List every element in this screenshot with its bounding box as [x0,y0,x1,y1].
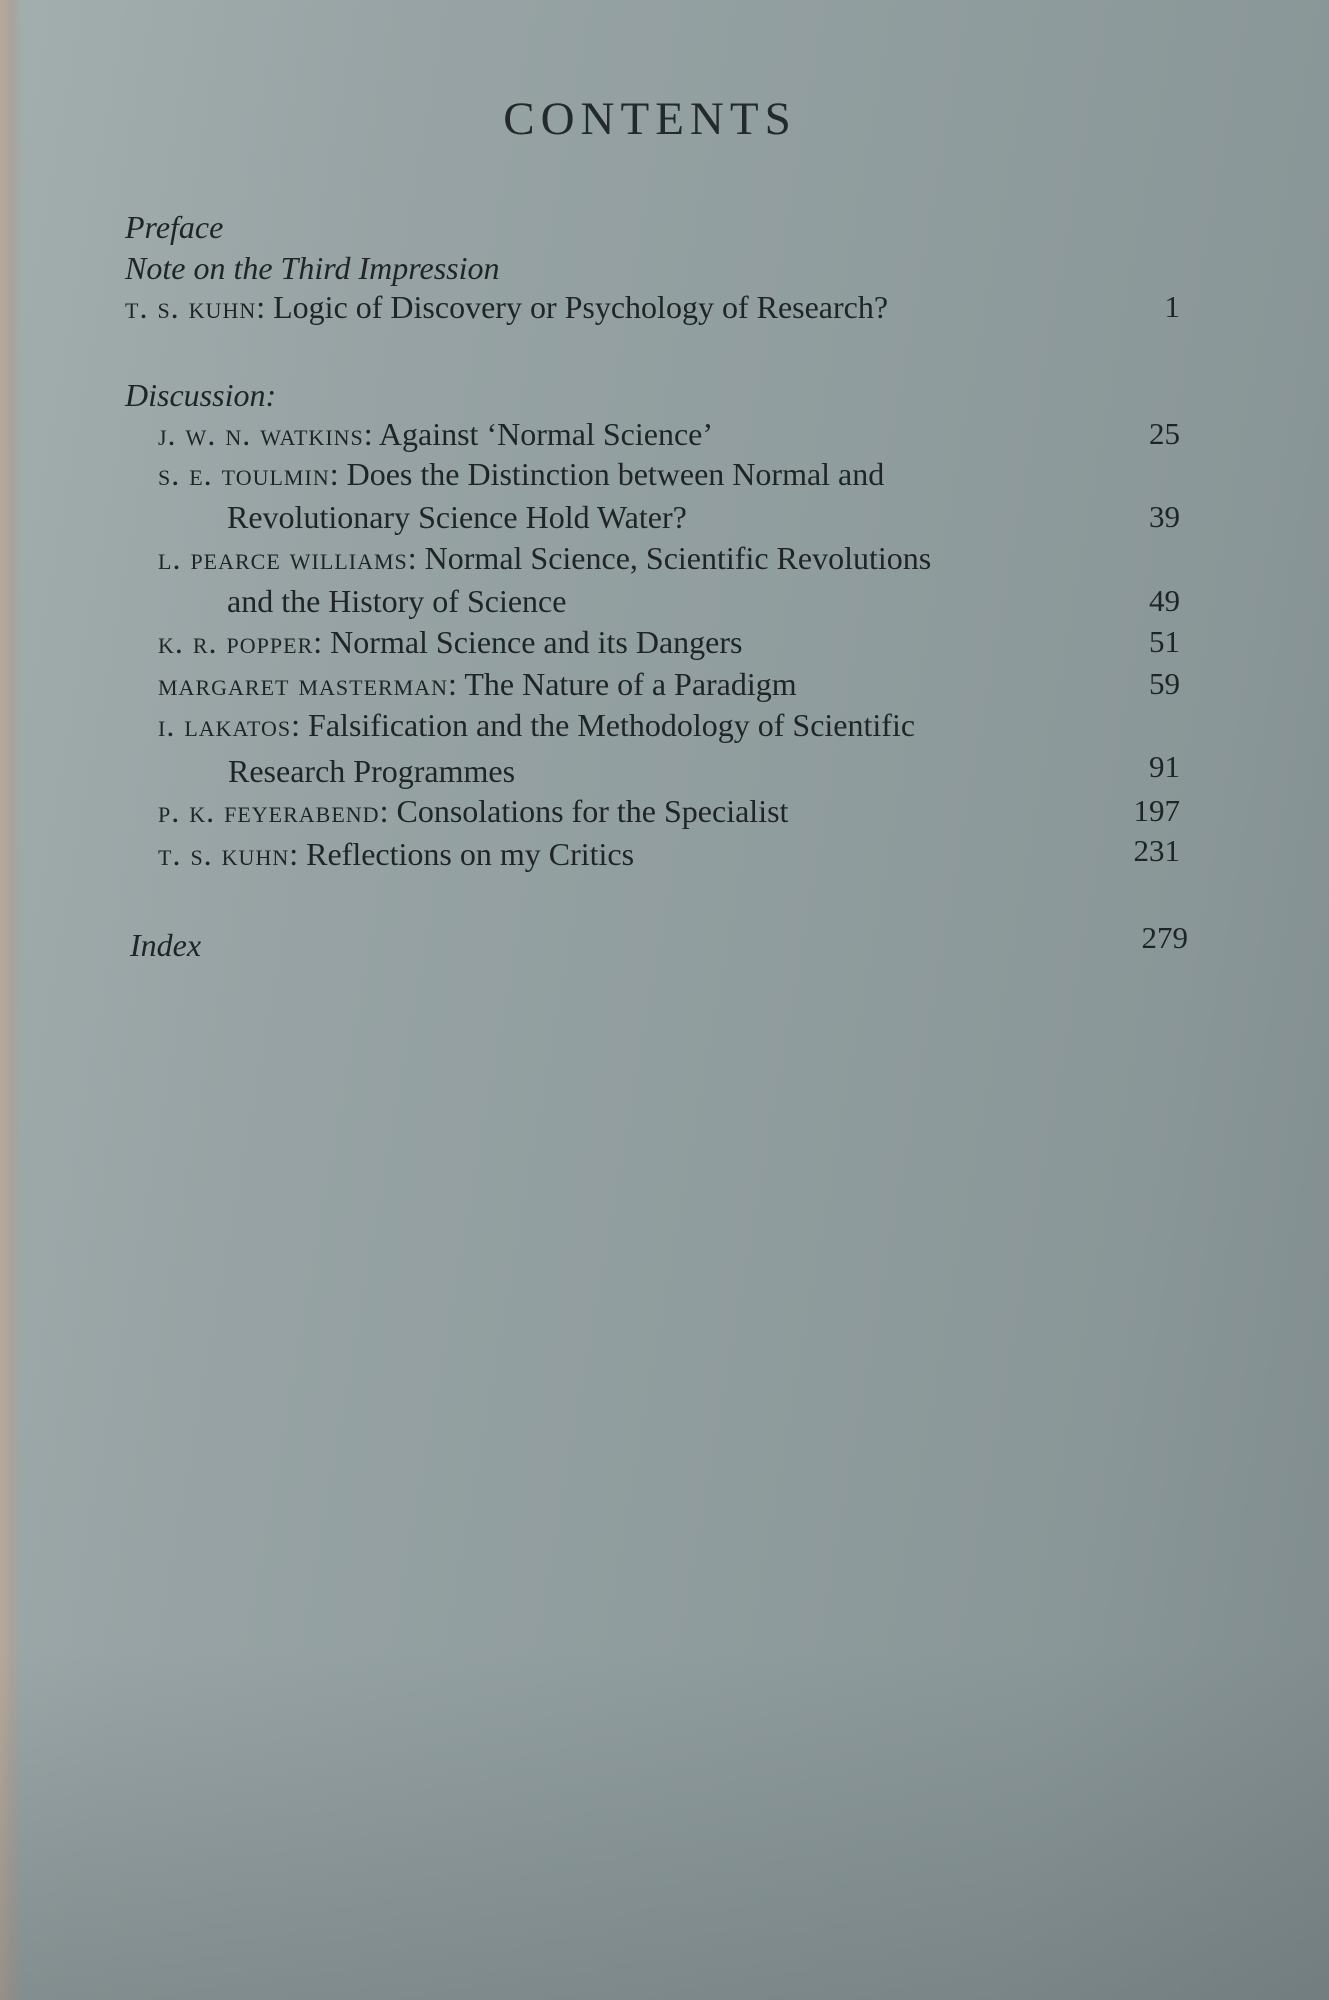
entry-separator: : [256,289,274,325]
entry-author: k. r. popper [158,624,314,660]
entry-author: t. s. kuhn [125,289,257,325]
entry-title: Falsification and the Methodology of Scientific [308,707,916,743]
toc-entry-index [130,925,201,965]
entry-author: t. s. kuhn [158,836,290,872]
toc-entry-masterman [158,664,797,704]
entry-author: i. lakatos [158,707,292,743]
entry-title: Note on the Third Impression [125,250,500,286]
toc-entry-toulmin-cont: Revolutionary Science Hold Water? [227,499,687,535]
entry-author: margaret masterman [158,666,449,702]
toc-entry-kuhn-logic [125,287,888,327]
entry-title: Consolations for the Specialist [396,793,789,829]
entry-title: Does the Distinction between Normal and [346,456,885,492]
entry-author: j. w. n. watkins [158,416,364,452]
entry-title: Normal Science, Scientific Revolutions [424,540,932,576]
entry-page-number: 25 [1149,416,1180,451]
toc-entry-lakatos [158,705,915,745]
entry-separator: : [407,540,425,576]
toc-entry-preface [125,207,223,247]
entry-separator: : [363,416,379,452]
entry-author: s. e. toulmin [158,456,330,492]
entry-page-number: 91 [1149,749,1180,784]
toc-entry-williams [158,538,931,578]
page-edge [0,0,22,2000]
entry-title: The Nature of a Paradigm [464,666,797,702]
entry-title: Logic of Discovery or Psychology of Research? [273,289,889,325]
entry-page-number: 51 [1149,624,1180,659]
entry-separator: : [379,793,397,829]
toc-entry-note-third-impression [125,248,500,288]
entry-separator: : [329,456,347,492]
toc-entry-feyerabend [158,791,788,831]
entry-separator: : [291,707,309,743]
toc-entry-lakatos-cont: Research Programmes [228,753,516,789]
entry-page-number: 39 [1149,499,1180,534]
entry-page-number: 1 [1164,289,1180,324]
page-shadow [0,1650,1329,2000]
entry-page-number: 231 [1133,833,1180,868]
entry-page-number: 279 [1141,920,1188,955]
entry-separator: : [448,666,465,702]
page-title: CONTENTS [503,93,797,145]
toc-entry-williams-cont: and the History of Science [227,583,567,619]
entry-page-number: 49 [1149,583,1180,618]
toc-entry-watkins [158,414,713,454]
entry-title: Reflections on my Critics [306,836,635,872]
toc-entry-popper [158,622,742,662]
entry-separator: : [313,624,331,660]
entry-separator: : [289,836,307,872]
section-heading-discussion: Discussion: [125,377,277,413]
entry-author: l. pearce williams [158,540,408,576]
toc-entry-toulmin [158,454,884,494]
entry-page-number: 197 [1133,793,1180,828]
entry-author: p. k. feyerabend [158,793,380,829]
entry-page-number: 59 [1149,666,1180,701]
toc-entry-kuhn-reflections [158,834,634,874]
entry-title: Index [130,927,202,963]
entry-title: Against ‘Normal Science’ [378,416,713,452]
entry-title: Normal Science and its Dangers [330,624,743,660]
entry-title: Preface [125,209,224,245]
